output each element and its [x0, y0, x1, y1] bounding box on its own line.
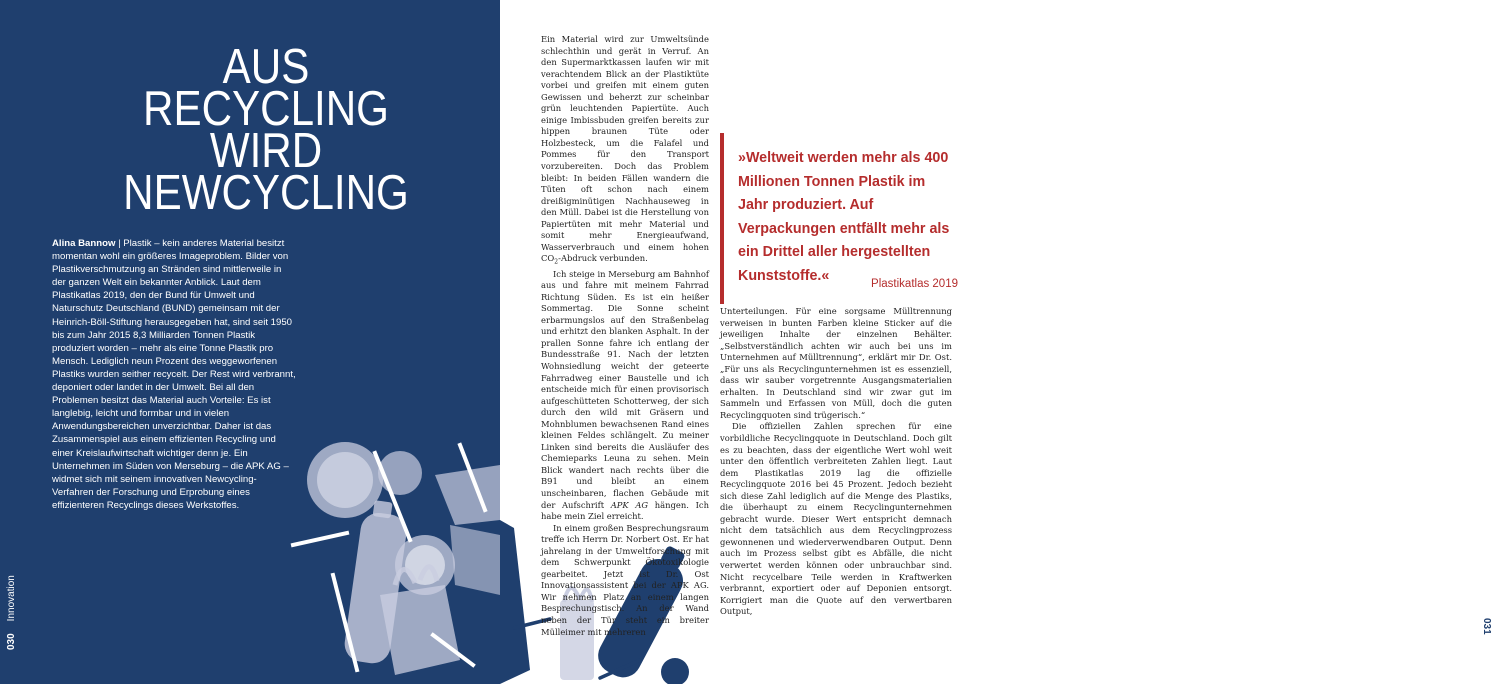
- title-line-2: RECYCLING: [143, 82, 389, 136]
- author-name: Alina Bannow: [52, 238, 116, 249]
- pull-quote-text: »Weltweit werden mehr als 400 Millionen Tonnen Plastik im Jahr produziert. Auf Verpackungen entfällt mehr als ein Drittel aller hergestellten Kunststoffe.«: [738, 150, 950, 284]
- pull-quote: [720, 133, 962, 304]
- col1-paragraph-2: [541, 269, 709, 523]
- col1-p1-end: -Abdruck verbunden.: [558, 253, 648, 264]
- col2-paragraph-1: Unterteilungen. Für eine sorgsame Mülltrennung verweisen in bunten Farben kleine Sticker auf die jeweiligen Inhalte der einzelnen Behälter. „Selbstverständlich achten wir auch bei uns im Unternehmen auf Mülltrennung“, erklärt mir Dr. Ost. „Für uns als Recyclingunternehmen ist es essenziell, dass wir sauber vorgetrennte Ausgangsmaterialien erhalten. In Deutschland sind wir zwar gut im Sammeln und Erfassen von Müll, doch die guten Recyclingquoten sind trügerisch.“: [720, 306, 952, 420]
- plastic-waste-illustration-left: [285, 425, 500, 684]
- body-column-2: [720, 306, 952, 618]
- intro-text: Plastik – kein anderes Material besitzt momentan wohl ein größeres Imageproblem. Bilder von Plastikverschmutzung an Stränden sind mittlerweile in der ganzen Welt ein bekannter Anblick. Laut dem Plastikatlas 2019, den der Bund für Umwelt und Naturschutz Deutschland (BUND) gemeinsam mit der Heinrich-Böll-Stiftung herausgegeben hat, sind seit 1950 bis zum Jahr 2015 8,3 Milliarden Tonnen Plastik produziert worden – mehr als eine Tonne Plastik pro Mensch. Lediglich neun Prozent des weggeworfenen Plastiks wurden seither recycelt. Der Rest wird verbrannt, deponiert oder landet in der Umwelt. Bei all den Problemen besitzt das Material auch Vorteile: Es ist langlebig, leicht und formbar und in vielen Anwendungsbereichen unverzichtbar. Daher ist das Zusammenspiel aus einem effizienten Recycling und einer Kreislaufwirtschaft wichtiger denn je. Ein Unternehmen im Süden von Merseburg – die APK AG – widmet sich mit seinem innovativen Newcycling-Verfahren der Forschung und Erprobung eines effizienteren Recyclings dieses Werkstoffes.: [52, 238, 296, 511]
- page-number: 030: [6, 633, 17, 650]
- co2-subscript: 2: [554, 259, 559, 267]
- left-page: [0, 0, 500, 684]
- page-number-left: [6, 575, 17, 650]
- intro-paragraph: [52, 237, 297, 512]
- col2-paragraph-2: Die offiziellen Zahlen sprechen für eine vorbildliche Recyclingquote in Deutschland. Doch gilt es zu beachten, dass der eigentliche Wert wohl weit unter den öffentlich verbreiteten Zahlen liegt. Laut dem Plastikatlas 2019 lag die offizielle Recyclingquote 2016 bei 45 Prozent. Jedoch bezieht sich diese Zahl lediglich auf die Menge des Plastiks, die überhaupt zu einem Recyclingunternehmen gebracht wurde. Dieser Wert entspricht demnach nicht dem tatsächlich aus dem Recyclingprozess gewonnenen und wiederverwendbaren Output. Denn auch im Prozess selbst gibt es Abfälle, die nicht verwertet werden können oder unbrauchbar sind. Nicht recycelbare Teile werden in Kraftwerken verbrannt, exportiert oder auf Deponien entsorgt. Korrigiert man die Quote auf den verwertbaren Output,: [720, 421, 952, 617]
- title-line-4: NEWCYCLING: [123, 166, 409, 220]
- author-separator: |: [115, 238, 124, 249]
- body-column-1: [541, 34, 709, 638]
- page-number-right: 031: [1481, 618, 1492, 635]
- company-name: APK AG: [610, 499, 649, 510]
- section-name: Innovation: [6, 575, 17, 622]
- col1-p1-text: Ein Material wird zur Umweltsünde schlechthin und gerät in Verruf. An den Supermarktkassen laufen wir mit verachtendem Blick an der Plastiktüte vorbei und greifen mit einem guten Gewissen und beherzt zur scheinbar grün leuchtenden Papiertüte. Auch einige Imbissbuden greifen bereits zur hippen braunen Tüte oder Holzbesteck, um die Falafel und Pommes für den Transport vorzubereiten. Doch das Problem bleibt: In beiden Fällen wandern die Tüten oft schon nach einem dreißigminütigen Nachhauseweg in den Müll. Dabei ist die Herstellung von Papiertüten mit mehr Material und somit mehr Energieaufwand, Wasserverbrauch und einem hohen CO: [541, 34, 709, 264]
- col1-p2-end: hängen. Ich habe mein Ziel erreicht.: [541, 499, 710, 522]
- col1-paragraph-3: In einem großen Besprechungsraum treffe ich Herrn Dr. Norbert Ost. Er hat jahrelang in der Umweltforschung mit dem Schwerpunkt Ökotoxikologie gearbeitet. Jetzt ist Dr. Ost Innovationsassistent bei der APK AG. Wir nehmen Platz an einem langen Besprechungstisch. An der Wand neben der Tür steht ein breiter Mülleimer mit mehreren: [541, 522, 709, 637]
- col1-p2-text: Ich steige in Merseburg am Bahnhof aus und fahre mit meinem Fahrrad Richtung Süden. Es ist ein heißer Sommertag. Die Sonne scheint erbarmungslos auf den Straßenbelag und erhitzt den blanken Asphalt. In der prallen Sonne fahre ich entlang der Bundesstraße 91. Nach der letzten Wohnsiedlung weicht der geteerte Fahrradweg einer Baustelle und ich entscheide mich für einen provisorisch aufgeschütteten Schotterweg, der sich durch den wild mit Gräsern und Mohnblumen bewachsenen Rand eines kleinen Feldes schlängelt. Zu meiner Linken sind bereits die Ausläufer des Chemieparks Leuna zu sehen. Mein Blick wandert nach rechts über die B91 und bleibt an einem unscheinbaren, flachen Gebäude mit der Aufschrift: [541, 268, 709, 510]
- article-title: [120, 40, 412, 220]
- title-line-1: AUS: [222, 40, 310, 94]
- col1-paragraph-1: [541, 34, 709, 269]
- pull-quote-source: Plastikatlas 2019: [871, 278, 958, 290]
- title-line-3: WIRD: [209, 124, 323, 178]
